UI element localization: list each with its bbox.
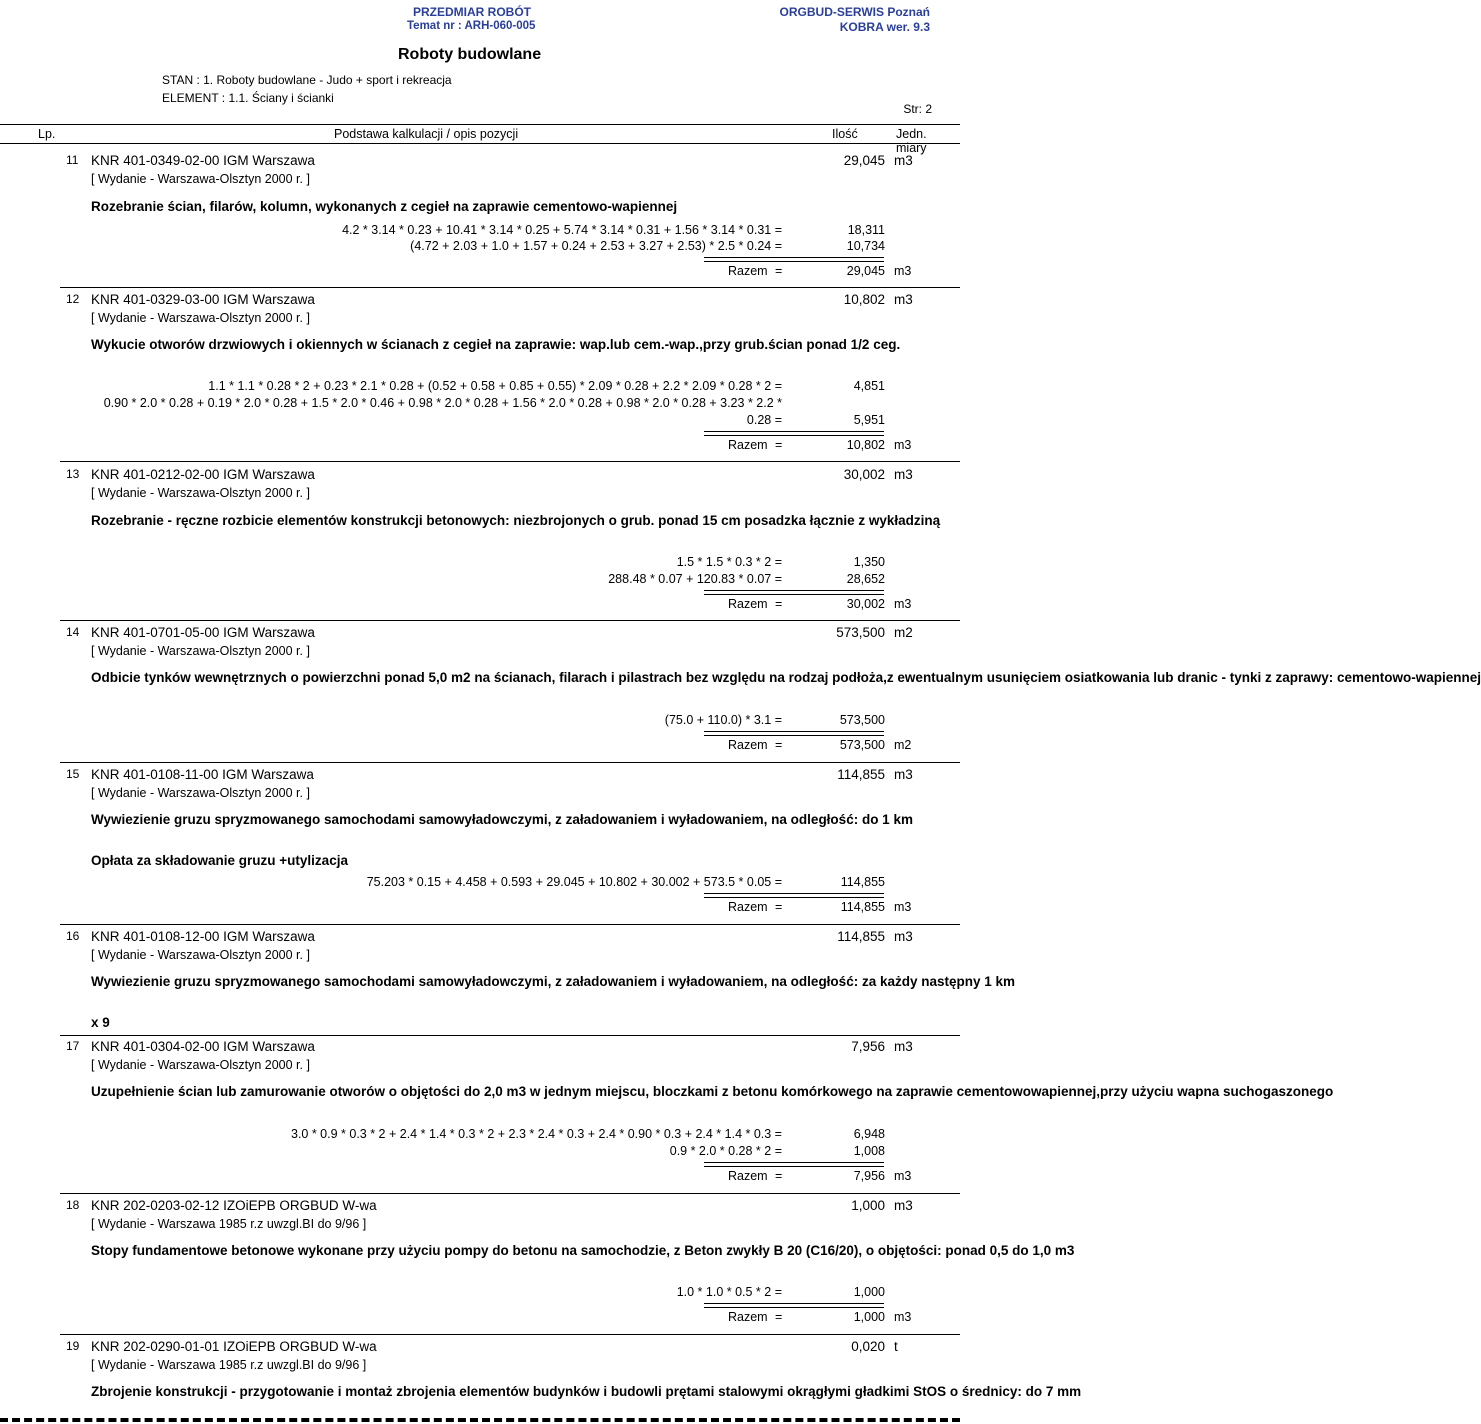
sum-value: 1,000 <box>853 1310 885 1324</box>
item-code: KNR 202-0203-02-12 IZOiEPB ORGBUD W-wa <box>91 1198 377 1213</box>
item-edition: [ Wydanie - Warszawa-Olsztyn 2000 r. ] <box>91 948 310 962</box>
calc-value: 5,951 <box>853 413 885 427</box>
calc-value: 10,734 <box>846 239 885 253</box>
calc-value: 573,500 <box>839 713 885 727</box>
item-divider <box>60 1334 960 1335</box>
item-code: KNR 401-0349-02-00 IGM Warszawa <box>91 153 315 168</box>
item-quantity: 1,000 <box>851 1198 885 1213</box>
calc-value: 1,350 <box>853 555 885 569</box>
sum-value: 10,802 <box>846 438 885 452</box>
item-quantity: 114,855 <box>837 767 885 782</box>
item-edition: [ Wydanie - Warszawa-Olsztyn 2000 r. ] <box>91 172 310 186</box>
page-number: Str: 2 <box>903 102 932 116</box>
page-break-rule <box>0 1418 960 1422</box>
sum-equals: = <box>775 738 783 752</box>
sum-value: 7,956 <box>853 1169 885 1183</box>
item-number: 17 <box>66 1039 80 1053</box>
item-description: Wykucie otworów drzwiowych i okiennych w ścianach z cegieł na zaprawie: wap.lub cem.-wap.,przy grub.ścian ponad 1/2 ceg. <box>91 337 901 352</box>
double-rule <box>704 590 884 595</box>
item-unit: m3 <box>894 1198 913 1213</box>
doc-type: PRZEDMIAR ROBÓT <box>413 5 531 19</box>
item-number: 12 <box>66 292 80 306</box>
item-code: KNR 401-0108-12-00 IGM Warszawa <box>91 929 315 944</box>
item-code: KNR 401-0701-05-00 IGM Warszawa <box>91 625 315 640</box>
sum-label: Razem <box>728 597 768 611</box>
item-code: KNR 401-0304-02-00 IGM Warszawa <box>91 1039 315 1054</box>
item-edition: [ Wydanie - Warszawa 1985 r.z uwzgl.BI do 9/96 ] <box>91 1217 367 1231</box>
item-quantity: 29,045 <box>843 153 885 168</box>
col-basis: Podstawa kalkulacji / opis pozycji <box>334 127 519 141</box>
company-name: ORGBUD-SERWIS Poznań <box>779 5 930 19</box>
calc-expression: 0.9 * 2.0 * 0.28 * 2 = <box>669 1144 782 1158</box>
sum-unit: m3 <box>894 264 912 278</box>
double-rule <box>704 257 884 262</box>
calc-expression: 1.1 * 1.1 * 0.28 * 2 + 0.23 * 2.1 * 0.28 + (0.52 + 0.58 + 0.85 + 0.55) * 2.09 * 0.28 + 2.2 * 2.09 * 0.28 * 2 = <box>208 379 782 393</box>
sum-equals: = <box>775 264 783 278</box>
item-quantity: 7,956 <box>851 1039 885 1054</box>
item-code: KNR 401-0212-02-00 IGM Warszawa <box>91 467 315 482</box>
calc-expression: 0.90 * 2.0 * 0.28 + 0.19 * 2.0 * 0.28 + 1.5 * 2.0 * 0.46 + 0.98 * 2.0 * 0.28 + 1.56 * 2.0 * 0.28 + 0.98 * 2.0 * 0.28 + 3.23 * 2.2 * <box>103 396 782 410</box>
sum-label: Razem <box>728 438 768 452</box>
item-edition: [ Wydanie - Warszawa-Olsztyn 2000 r. ] <box>91 786 310 800</box>
sum-label: Razem <box>728 738 768 752</box>
calc-expression: 1.0 * 1.0 * 0.5 * 2 = <box>676 1285 782 1299</box>
double-rule <box>704 893 884 898</box>
item-description: Zbrojenie konstrukcji - przygotowanie i montaż zbrojenia elementów budynków i budowli prętami stalowymi okrągłymi gładkimi StOS o średnicy: do 7 mm <box>91 1384 1082 1399</box>
calc-expression: 75.203 * 0.15 + 4.458 + 0.593 + 29.045 + 10.802 + 30.002 + 573.5 * 0.05 = <box>366 875 782 889</box>
item-edition: [ Wydanie - Warszawa-Olsztyn 2000 r. ] <box>91 486 310 500</box>
calc-expression: 0.28 = <box>746 413 782 427</box>
sum-unit: m3 <box>894 438 912 452</box>
calc-value: 6,948 <box>853 1127 885 1141</box>
item-edition: [ Wydanie - Warszawa-Olsztyn 2000 r. ] <box>91 311 310 325</box>
item-unit: t <box>894 1339 898 1354</box>
calc-value: 114,855 <box>840 875 885 889</box>
item-unit: m3 <box>894 767 913 782</box>
calc-expression: 288.48 * 0.07 + 120.83 * 0.07 = <box>608 572 782 586</box>
calc-expression: (75.0 + 110.0) * 3.1 = <box>664 713 782 727</box>
sum-unit: m3 <box>894 900 912 914</box>
col-lp: Lp. <box>38 127 56 141</box>
sum-unit: m3 <box>894 1169 912 1183</box>
item-divider <box>60 924 960 925</box>
item-unit: m3 <box>894 929 913 944</box>
item-code: KNR 401-0329-03-00 IGM Warszawa <box>91 292 315 307</box>
sum-label: Razem <box>728 1169 768 1183</box>
col-qty: Ilość <box>832 127 858 141</box>
calc-value: 28,652 <box>846 572 885 586</box>
item-number: 13 <box>66 467 80 481</box>
item-divider <box>60 1193 960 1194</box>
sum-label: Razem <box>728 900 768 914</box>
item-divider <box>60 461 960 462</box>
double-rule <box>704 731 884 736</box>
sum-label: Razem <box>728 1310 768 1324</box>
sum-label: Razem <box>728 264 768 278</box>
software-version: KOBRA wer. 9.3 <box>839 20 930 34</box>
item-number: 18 <box>66 1198 80 1212</box>
double-rule <box>704 1303 884 1308</box>
item-unit: m3 <box>894 467 913 482</box>
item-number: 14 <box>66 625 80 639</box>
sum-value: 29,045 <box>846 264 885 278</box>
item-description: Uzupełnienie ścian lub zamurowanie otworów o objętości do 2,0 m3 w jednym miejscu, bloczkami z betonu komórkowego na zaprawie cementowowapiennej,przy użyciu wapna suchogaszonego <box>91 1084 1334 1099</box>
sum-unit: m3 <box>894 1310 912 1324</box>
sum-unit: m3 <box>894 597 912 611</box>
item-divider <box>60 287 960 288</box>
item-unit: m3 <box>894 1039 913 1054</box>
item-unit: m3 <box>894 292 913 307</box>
column-header <box>0 124 960 155</box>
item-unit: m3 <box>894 153 913 168</box>
page-title: Roboty budowlane <box>398 46 542 63</box>
item-quantity: 30,002 <box>843 467 885 482</box>
item-quantity: 114,855 <box>837 929 885 944</box>
calc-value: 4,851 <box>853 379 885 393</box>
item-divider <box>60 1035 960 1036</box>
item-description: Wywiezienie gruzu spryzmowanego samochodami samowyładowczymi, z załadowaniem i wyładowaniem, na odległość: do 1 km <box>91 812 913 827</box>
calc-expression: (4.72 + 2.03 + 1.0 + 1.57 + 0.24 + 2.53 + 3.27 + 2.53) * 2.5 * 0.24 = <box>410 239 782 253</box>
item-edition: [ Wydanie - Warszawa-Olsztyn 2000 r. ] <box>91 644 310 658</box>
item-quantity: 573,500 <box>836 625 885 640</box>
sum-value: 30,002 <box>846 597 885 611</box>
double-rule <box>704 1162 884 1167</box>
item-code: KNR 202-0290-01-01 IZOiEPB ORGBUD W-wa <box>91 1339 377 1354</box>
item-divider <box>60 620 960 621</box>
calc-value: 1,008 <box>853 1144 885 1158</box>
item-unit: m2 <box>894 625 913 640</box>
sum-equals: = <box>775 1310 783 1324</box>
item-edition: [ Wydanie - Warszawa-Olsztyn 2000 r. ] <box>91 1058 310 1072</box>
item-number: 16 <box>66 929 80 943</box>
item-edition: [ Wydanie - Warszawa 1985 r.z uwzgl.BI do 9/96 ] <box>91 1358 367 1372</box>
item-description-extra: Opłata za składowanie gruzu +utylizacja <box>91 853 348 868</box>
item-divider <box>60 762 960 763</box>
item-quantity: 10,802 <box>843 292 885 307</box>
calc-expression: 3.0 * 0.9 * 0.3 * 2 + 2.4 * 1.4 * 0.3 * 2 + 2.3 * 2.4 * 0.3 + 2.4 * 0.90 * 0.3 + 2.4 * 1.4 * 0.3 = <box>291 1127 782 1141</box>
sum-equals: = <box>775 597 783 611</box>
sum-unit: m2 <box>894 738 912 752</box>
item-quantity: 0,020 <box>851 1339 885 1354</box>
calc-value: 18,311 <box>847 223 885 237</box>
calc-expression: 4.2 * 3.14 * 0.23 + 10.41 * 3.14 * 0.25 + 5.74 * 3.14 * 0.31 + 1.56 * 3.14 * 0.31 = <box>342 223 782 237</box>
sum-value: 573,500 <box>839 738 885 752</box>
project-number: Temat nr : ARH-060-005 <box>407 20 536 32</box>
item-number: 15 <box>66 767 80 781</box>
sum-value: 114,855 <box>840 900 885 914</box>
sum-equals: = <box>775 438 783 452</box>
item-number: 11 <box>66 153 79 167</box>
item-code: KNR 401-0108-11-00 IGM Warszawa <box>91 767 314 782</box>
sum-equals: = <box>775 900 783 914</box>
item-description-extra: x 9 <box>91 1015 110 1030</box>
calc-value: 1,000 <box>853 1285 885 1299</box>
item-description: Rozebranie ścian, filarów, kolumn, wykonanych z cegieł na zaprawie cementowo-wapiennej <box>91 199 678 214</box>
double-rule <box>704 431 884 436</box>
item-description: Wywiezienie gruzu spryzmowanego samochodami samowyładowczymi, z załadowaniem i wyładowaniem, na odległość: za każdy następny 1 km <box>91 974 1016 989</box>
item-description: Stopy fundamentowe betonowe wykonane przy użyciu pompy do betonu na samochodzie, z Beton zwykły B 20 (C16/20), o objętości: ponad 0,5 do 1,0 m3 <box>91 1243 1075 1258</box>
item-number: 19 <box>66 1339 80 1353</box>
stan-label: STAN : 1. Roboty budowlane - Judo + sport i rekreacja <box>162 73 452 87</box>
item-description: Rozebranie - ręczne rozbicie elementów konstrukcji betonowych: niezbrojonych o grub. ponad 15 cm posadzka łącznie z wykładziną <box>91 513 941 528</box>
calc-expression: 1.5 * 1.5 * 0.3 * 2 = <box>676 555 782 569</box>
item-description: Odbicie tynków wewnętrznych o powierzchni ponad 5,0 m2 na ścianach, filarach i pilastrach bez względu na rodzaj podłoża,z ewentualnym usunięciem osiatkowania lub dranic - tynki z zaprawy: cementowo-wapiennej <box>91 670 1481 685</box>
sum-equals: = <box>775 1169 783 1183</box>
element-label: ELEMENT : 1.1. Ściany i ścianki <box>162 91 334 105</box>
col-unit: Jedn. miary <box>896 127 927 155</box>
